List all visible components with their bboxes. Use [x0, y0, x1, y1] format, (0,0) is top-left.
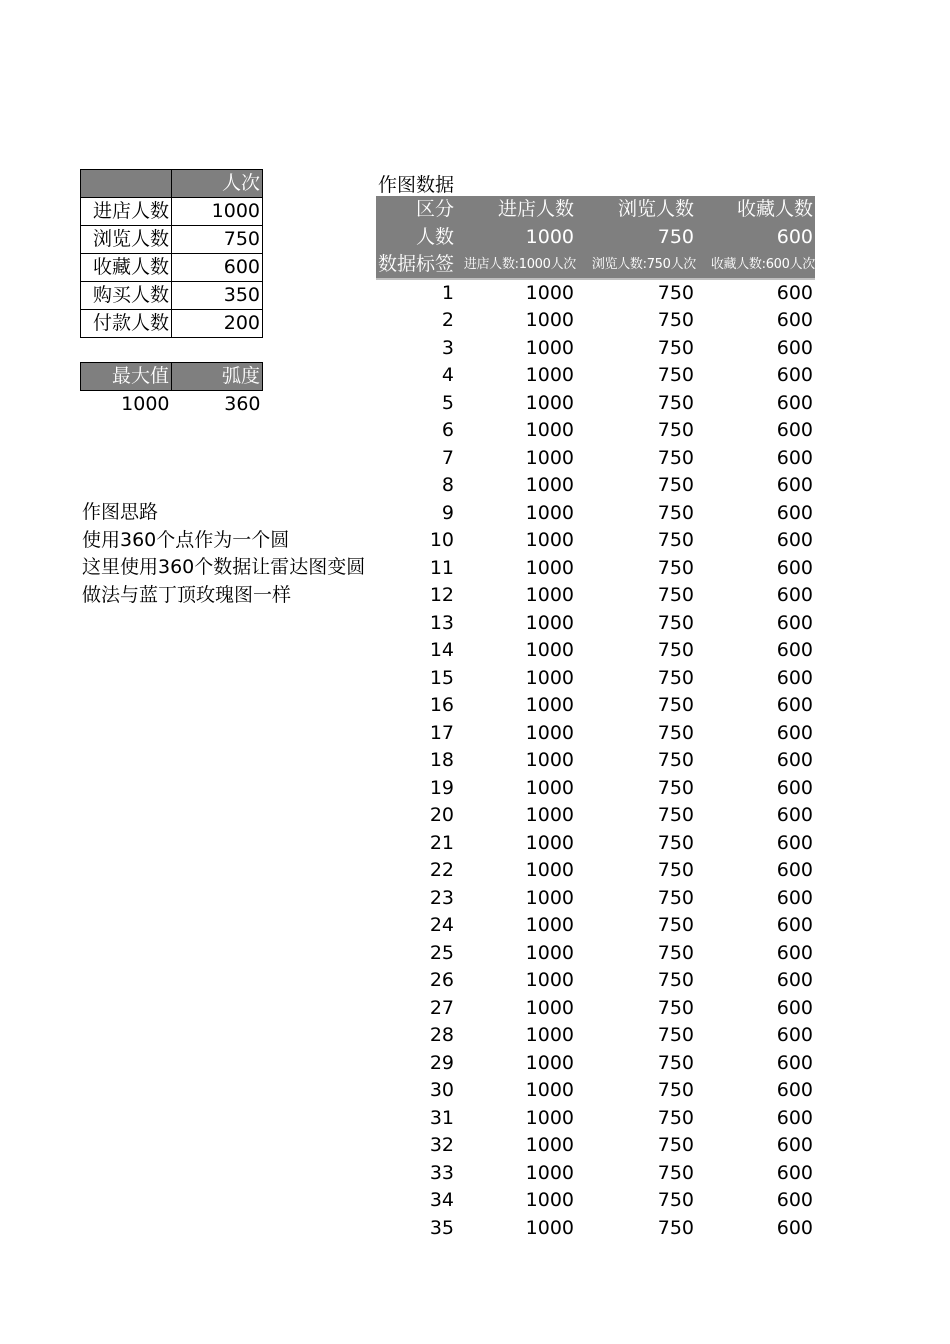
row-value: 1000	[525, 1216, 575, 1239]
table-row	[376, 857, 815, 885]
summary-row	[81, 282, 263, 310]
row-value: 750	[657, 886, 695, 909]
row-value: 750	[657, 776, 695, 799]
row-value: 1000	[525, 419, 575, 442]
row-value: 750	[657, 694, 695, 717]
row-value: 750	[657, 446, 695, 469]
row-value: 600	[776, 474, 814, 497]
table-row	[376, 967, 815, 995]
table-row	[376, 1050, 815, 1078]
row-value: 750	[657, 941, 695, 964]
row-value: 600	[776, 1079, 814, 1102]
max-arc-table	[80, 362, 263, 418]
row-index: 27	[429, 996, 455, 1019]
chart-data-title: 作图数据	[378, 174, 455, 196]
table-row	[376, 362, 815, 390]
row-value: 1000	[525, 639, 575, 662]
row-index: 20	[429, 804, 455, 827]
row-value: 1000	[525, 501, 575, 524]
table-row	[376, 417, 815, 445]
row-index: 4	[441, 364, 455, 387]
row-value: 600	[776, 639, 814, 662]
table-row	[376, 500, 815, 528]
row-value: 750	[657, 419, 695, 442]
row-value: 750	[657, 309, 695, 332]
row-value: 600	[776, 666, 814, 689]
row-value: 1000	[525, 914, 575, 937]
row-index: 14	[429, 639, 455, 662]
row-value: 750	[657, 859, 695, 882]
row-value: 600	[776, 1051, 814, 1074]
note-line: 做法与蓝丁顶玫瑰图一样	[82, 583, 292, 606]
row-value: 1000	[525, 859, 575, 882]
row-value: 750	[657, 831, 695, 854]
row-index: 8	[441, 474, 455, 497]
row-value: 600	[776, 309, 814, 332]
row-value: 600	[776, 941, 814, 964]
row-value: 750	[657, 391, 695, 414]
table-row	[376, 335, 815, 363]
max-header: 最大值	[81, 363, 172, 391]
row-value: 750	[657, 556, 695, 579]
summary-row	[81, 310, 263, 338]
table-row	[376, 472, 815, 500]
table-row	[376, 1215, 815, 1243]
summary-header-row	[81, 170, 263, 198]
row-value: 600	[776, 501, 814, 524]
row-value: 1000	[525, 749, 575, 772]
table-row	[376, 830, 815, 858]
row-value: 600	[776, 1216, 814, 1239]
row-value: 600	[776, 969, 814, 992]
summary-value: 600	[172, 254, 263, 282]
row-value: 600	[776, 584, 814, 607]
chart-header-row	[376, 196, 815, 224]
row-value: 750	[657, 804, 695, 827]
table-row	[376, 527, 815, 555]
row-index: 33	[429, 1161, 455, 1184]
row-index: 12	[429, 584, 455, 607]
summary-header-value: 人次	[172, 170, 263, 198]
row-value: 1000	[525, 776, 575, 799]
row-value: 600	[776, 721, 814, 744]
summary-label: 付款人数	[81, 310, 172, 338]
row-value: 1000	[525, 1134, 575, 1157]
data-label: 收藏人数:600人次	[696, 251, 815, 279]
row-index: 30	[429, 1079, 455, 1102]
row-index: 9	[441, 501, 455, 524]
summary-row	[81, 254, 263, 282]
row-value: 750	[657, 1161, 695, 1184]
row-value: 750	[657, 1106, 695, 1129]
summary-label: 收藏人数	[81, 254, 172, 282]
row-index: 22	[429, 859, 455, 882]
row-value: 750	[657, 1079, 695, 1102]
col-header: 浏览人数	[576, 196, 696, 224]
row-value: 600	[776, 1134, 814, 1157]
count-label: 人数	[376, 224, 456, 252]
row-value: 1000	[525, 804, 575, 827]
row-value: 600	[776, 556, 814, 579]
row-value: 600	[776, 1106, 814, 1129]
row-value: 600	[776, 694, 814, 717]
row-value: 600	[776, 914, 814, 937]
col-header: 区分	[376, 196, 456, 224]
count-value: 1000	[456, 224, 576, 252]
row-value: 600	[776, 804, 814, 827]
row-value: 1000	[525, 941, 575, 964]
label-row-title: 数据标签	[376, 251, 456, 279]
count-value: 600	[696, 224, 815, 252]
col-header: 进店人数	[456, 196, 576, 224]
row-value: 1000	[525, 1051, 575, 1074]
row-value: 750	[657, 529, 695, 552]
notes-block	[82, 499, 365, 609]
table-row	[376, 610, 815, 638]
row-index: 28	[429, 1024, 455, 1047]
row-value: 600	[776, 749, 814, 772]
row-value: 600	[776, 446, 814, 469]
row-index: 2	[441, 309, 455, 332]
table-row	[376, 1022, 815, 1050]
table-row	[376, 995, 815, 1023]
row-value: 600	[776, 831, 814, 854]
row-value: 1000	[525, 282, 575, 304]
row-value: 600	[776, 282, 814, 304]
row-value: 600	[776, 336, 814, 359]
chart-label-row	[376, 251, 815, 279]
row-value: 1000	[525, 969, 575, 992]
row-value: 1000	[525, 831, 575, 854]
row-value: 1000	[525, 584, 575, 607]
row-value: 1000	[525, 1106, 575, 1129]
row-value: 1000	[525, 996, 575, 1019]
row-index: 35	[429, 1216, 455, 1239]
summary-label: 浏览人数	[81, 226, 172, 254]
row-value: 750	[657, 336, 695, 359]
row-value: 1000	[525, 364, 575, 387]
table-row	[376, 802, 815, 830]
row-value: 750	[657, 282, 695, 304]
row-value: 1000	[525, 1024, 575, 1047]
max-arc-value-row	[81, 391, 263, 419]
table-row	[376, 637, 815, 665]
row-index: 32	[429, 1134, 455, 1157]
row-index: 16	[429, 694, 455, 717]
summary-row	[81, 198, 263, 226]
chart-data-table	[376, 196, 815, 1242]
row-value: 1000	[525, 474, 575, 497]
table-row	[376, 912, 815, 940]
count-value: 750	[576, 224, 696, 252]
row-index: 7	[441, 446, 455, 469]
row-value: 1000	[525, 336, 575, 359]
row-index: 23	[429, 886, 455, 909]
note-line: 这里使用360个数据让雷达图变圆	[82, 556, 366, 578]
row-value: 600	[776, 611, 814, 634]
table-row	[376, 582, 815, 610]
row-value: 750	[657, 474, 695, 497]
row-index: 3	[441, 336, 455, 359]
row-value: 750	[657, 1189, 695, 1212]
row-value: 1000	[525, 309, 575, 332]
chart-count-row	[376, 224, 815, 252]
row-value: 1000	[525, 1079, 575, 1102]
row-value: 600	[776, 1189, 814, 1212]
table-row	[376, 390, 815, 418]
summary-value: 200	[172, 310, 263, 338]
row-value: 1000	[525, 694, 575, 717]
row-index: 10	[429, 529, 455, 552]
row-value: 1000	[525, 1161, 575, 1184]
row-value: 600	[776, 886, 814, 909]
max-value: 1000	[121, 393, 170, 415]
arc-value: 360	[224, 393, 261, 415]
row-value: 600	[776, 859, 814, 882]
summary-value: 1000	[172, 198, 263, 226]
data-label: 浏览人数:750人次	[576, 251, 696, 279]
row-index: 19	[429, 776, 455, 799]
table-row	[376, 1187, 815, 1215]
summary-row	[81, 226, 263, 254]
row-value: 750	[657, 749, 695, 772]
row-value: 750	[657, 584, 695, 607]
row-value: 750	[657, 914, 695, 937]
row-index: 13	[429, 611, 455, 634]
row-value: 750	[657, 996, 695, 1019]
row-index: 31	[429, 1106, 455, 1129]
table-row	[376, 720, 815, 748]
row-index: 5	[441, 391, 455, 414]
note-line: 作图思路	[82, 501, 159, 523]
row-index: 29	[429, 1051, 455, 1074]
row-index: 18	[429, 749, 455, 772]
table-row	[376, 940, 815, 968]
col-header: 收藏人数	[696, 196, 815, 224]
note-line: 使用360个点作为一个圆	[82, 528, 290, 551]
row-value: 600	[776, 364, 814, 387]
row-value: 1000	[525, 446, 575, 469]
row-value: 750	[657, 1051, 695, 1074]
table-row	[376, 1160, 815, 1188]
row-value: 750	[657, 969, 695, 992]
row-value: 750	[657, 1216, 695, 1239]
row-value: 750	[657, 501, 695, 524]
row-index: 17	[429, 721, 455, 744]
row-value: 750	[657, 364, 695, 387]
row-index: 25	[429, 941, 455, 964]
row-value: 1000	[525, 556, 575, 579]
row-value: 750	[657, 666, 695, 689]
row-value: 750	[657, 639, 695, 662]
row-index: 21	[429, 831, 455, 854]
row-value: 1000	[525, 1189, 575, 1212]
table-row	[376, 1132, 815, 1160]
table-row	[376, 1077, 815, 1105]
row-index: 24	[429, 914, 455, 937]
table-row	[376, 307, 815, 335]
row-index: 26	[429, 969, 455, 992]
row-value: 750	[657, 1134, 695, 1157]
row-index: 11	[429, 556, 455, 579]
row-value: 1000	[525, 529, 575, 552]
row-value: 1000	[525, 611, 575, 634]
summary-table	[80, 169, 263, 338]
row-value: 750	[657, 721, 695, 744]
table-row	[376, 1105, 815, 1133]
table-row	[376, 555, 815, 583]
row-value: 1000	[525, 391, 575, 414]
row-value: 600	[776, 391, 814, 414]
summary-label: 进店人数	[81, 198, 172, 226]
table-row	[376, 445, 815, 473]
row-value: 750	[657, 611, 695, 634]
data-label: 进店人数:1000人次	[456, 251, 576, 279]
row-value: 600	[776, 529, 814, 552]
summary-label: 购买人数	[81, 282, 172, 310]
row-value: 750	[657, 1024, 695, 1047]
row-value: 600	[776, 419, 814, 442]
table-row	[376, 885, 815, 913]
row-value: 600	[776, 1024, 814, 1047]
arc-header: 弧度	[172, 363, 263, 391]
row-index: 34	[429, 1189, 455, 1212]
table-row	[376, 775, 815, 803]
summary-header-blank	[81, 170, 172, 198]
summary-value: 350	[172, 282, 263, 310]
row-value: 600	[776, 776, 814, 799]
summary-value: 750	[172, 226, 263, 254]
row-index: 6	[441, 419, 455, 442]
row-value: 1000	[525, 666, 575, 689]
row-value: 600	[776, 996, 814, 1019]
row-index: 1	[441, 282, 455, 304]
table-row	[376, 692, 815, 720]
table-row	[376, 665, 815, 693]
row-value: 1000	[525, 886, 575, 909]
row-index: 15	[429, 666, 455, 689]
table-row	[376, 747, 815, 775]
table-row	[376, 279, 815, 307]
row-value: 1000	[525, 721, 575, 744]
row-value: 600	[776, 1161, 814, 1184]
max-arc-header-row	[81, 363, 263, 391]
